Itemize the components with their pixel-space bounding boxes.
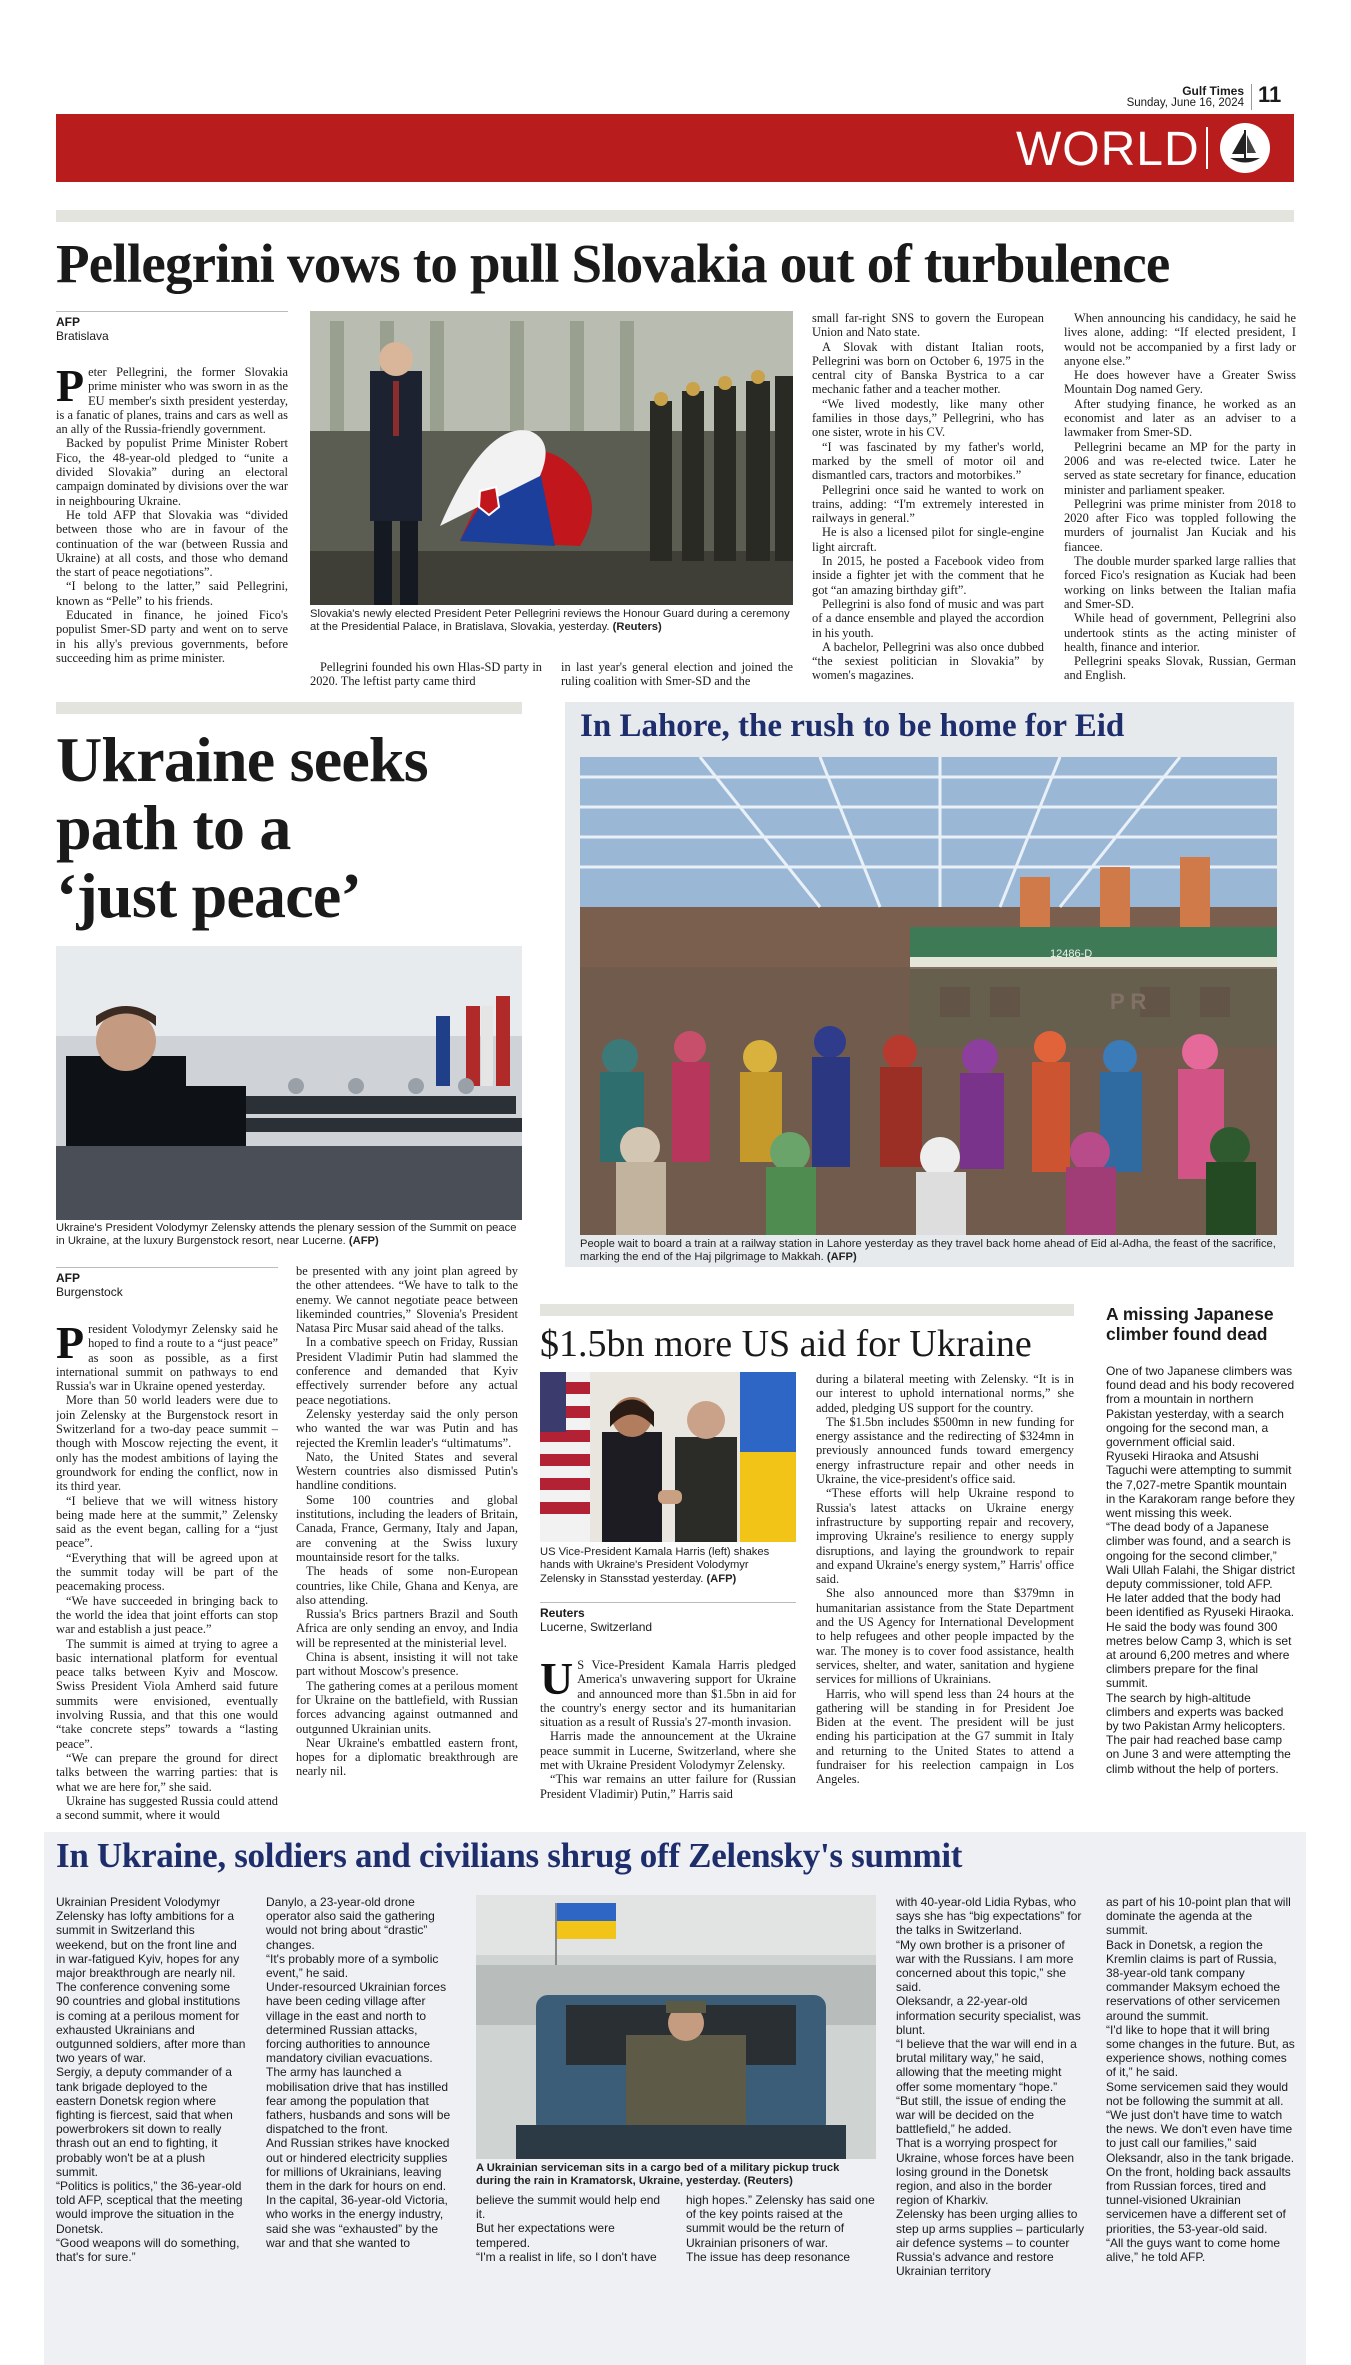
photo-zelensky-summit	[56, 946, 522, 1220]
train-number: 12486-D	[1050, 948, 1093, 960]
byline-agency: AFP	[56, 1271, 80, 1285]
photo-credit: (Reuters)	[743, 2175, 793, 2188]
summit-column-1: Ukrainian President Volodymyr Zelensky has lofty ambitions for a summit in Switzerland this weekend, but on the front line and in war-fatigued Kyiv, hopes for any major breakthrough are nearly nil. The conference convening some 90 countries and global institutions is coming at a perilous moment for exhausted Ukrainians and outgunned soldiers, after more than two years of war. Sergiy, a deputy commander of a tank brigade deployed to the eastern Donetsk region where fighting is fiercest, said that when powerbrokers sit down to really thrash out an end to fighting, it probably won't be at a plush summit. “Politics is politics,” the 36-year-old told AFP, sceptical that the meeting would improve the situation in the Donetsk. “Good weapons will do something, that's for sure.”	[56, 1895, 246, 2265]
summit-column-5: as part of his 10-point plan that will dominate the agenda at the summit. Back in Donetsk, a region the Kremlin claims is part of Russia, 38-year-old tank company commander Maksym echoed the reservations of other servicemen around the summit. “I'd like to hope that it will bring some changes in the future. But, as experience shows, nothing comes of it,” he said. Some servicemen said they would not be following the summit at all. “We just don't have time to watch the news. We don't even have time to just call our families,” said Oleksandr, also in the tank brigade. On the front, holding back assaults from Russian forces, tired and tunnel-visioned Ukrainian servicemen have a different set of priorities, the 53-year-old said. “All the guys want to come home alive,” he told AFP.	[1106, 1895, 1295, 2265]
us-aid-column-1: U S Vice-President Kamala Harris pledged America's unwavering support for Ukraine and announced more than $1.5bn in aid for the country's energy sector and its humanitarian situation as a result of Russia's 27-month invasion. Harris made the announcement at the Ukraine peace summit in Lucerne, Switzerland, where she met with Ukraine President Volodymyr Zelensky. “This war remains an utter failure for (Russian President Vladimir) Putin,” Harris said	[540, 1658, 796, 1801]
byline-agency: Reuters	[540, 1606, 585, 1620]
headline-us-aid: $1.5bn more US aid for Ukraine	[540, 1323, 1032, 1365]
headline-japanese-climber: A missing Japanese climber found dead	[1106, 1304, 1274, 1344]
ukraine-peace-column-1: P resident Volodymyr Zelensky said he hoped to find a route to a “just peace” as soon as possible, as a first international summit on pathways to end Russia's war in Ukraine opened yesterday. More than 50 world leaders were due to join Zelensky at the Burgenstock resort in Switzerland for a two-day peace summit – though with Moscow rejecting the event, it only has the modest ambitions of laying the groundwork for ending the conflict, now in its third year. “I believe that we will witness history being made here at the summit,” Zelensky said as the event began, calling for a “just peace”. “Everything that will be agreed upon at the summit today will be part of the peacemaking process. “We have succeeded in bringing back to the world the idea that joint efforts can stop war and establish a just peace.” The summit is aimed at trying to agree a basic international platform for eventual peace talks between Kyiv and Moscow. Swiss President Viola Amherd said future summits were envisioned, eventually involving Russia, and that this one would “take concrete steps” towards a “lasting peace”. “We can prepare the ground for direct talks between the warring parties: that is what we are here for,” she said. Ukraine has suggested Russia could attend a second summit, where it would	[56, 1322, 278, 1823]
section-title: WORLD	[1016, 123, 1200, 176]
photo-caption-lahore: People wait to board a train at a railway station in Lahore yesterday as they travel back home ahead of Eid al-Adha, the feast of the sacrifice, marking the end of the Haj pilgrimage to Makkah. (AFP)	[580, 1238, 1276, 1264]
photo-caption-harris: US Vice-President Kamala Harris (left) shakes hands with Ukraine's President Volodymyr Zelensky in Stansstad yesterday. (AFP)	[540, 1546, 770, 1585]
dhow-logo-icon	[1218, 121, 1272, 175]
masthead-paper-name: Gulf Times	[1182, 84, 1244, 98]
slovakia-column-3: small far-right SNS to govern the European Union and Nato state. A Slovak with distant Italian roots, Pellegrini was born on October 6, 1975 in the central city of Banska Bystrica to a car mechanic father and a teacher mother. “We lived modestly, like many other families in those days,” Pellegrini, who has one sister, wrote in his CV. “I was fascinated by my father's world, marked by the smell of motor oil and dismantled cars, tractors and motorbikes.” Pellegrini once said he wanted to work on trains, adding: “I'm extremely interested in railways in general.” He is also a licensed pilot for single-engine light aircraft. In 2015, he posted a Facebook video from inside a fighter jet with the comment that he got “an amazing birthday gift”. Pellegrini is also fond of music and was part of a dance ensemble and played the accordion in his youth. A bachelor, Pellegrini was also once dubbed “the sexiest politician in Slovakia” by women's magazines.	[812, 311, 1044, 683]
photo-kramatorsk-serviceman	[476, 1895, 876, 2159]
summit-under-photo-left: believe the summit would help end it. But her expectations were tempered. “I'm a realist in life, so I don't have	[476, 2193, 661, 2264]
slovakia-under-photo-left: Pellegrini founded his own Hlas-SD party in 2020. The leftist party came third	[310, 660, 542, 689]
slovakia-column-1: P eter Pellegrini, the former Slovakia prime minister who was sworn in as the EU member's sixth president yesterday, is a fanatic of planes, trains and cars as well as an ally of the Russia-friendly government. Backed by populist Prime Minister Robert Fico, the 48-year-old pledged to “unite a divided Slovakia” during an electoral campaign dominated by divisions over the war in neighbouring Ukraine. He told AFP that Slovakia was “divided between those who are in favour of the continuation of the war (between Russia and Ukraine) at all costs, and those who demand the start of peace negotiations”. “I belong to the latter,” said Pellegrini, known as “Pelle” to his friends. Educated in finance, he joined Fico's populist Smer-SD party and went on to serve in his ally's previous governments, before succeeding him as prime minister.	[56, 365, 288, 665]
photo-lahore-station	[580, 757, 1277, 1235]
section-banner	[56, 114, 1294, 182]
photo-pellegrini-honour-guard	[310, 311, 793, 605]
headline-lahore: In Lahore, the rush to be home for Eid	[580, 708, 1125, 744]
byline-rule	[56, 311, 288, 312]
photo-caption-kramatorsk: A Ukrainian serviceman sits in a cargo bed of a military pickup truck during the rain in Kramatorsk, Ukraine, yesterday. (Reuters)	[476, 2162, 840, 2188]
dropcap: P	[56, 365, 85, 411]
page-number-divider	[1251, 84, 1252, 110]
photo-caption-slovakia: Slovakia's newly elected President Peter Pellegrini reviews the Honour Guard during a ceremony at the Presidential Palace, in Bratislava, Slovakia, yesterday. (Reuters)	[310, 608, 790, 634]
section-band-left	[56, 702, 522, 714]
section-band	[56, 210, 1294, 222]
photo-credit: (Reuters)	[612, 621, 662, 634]
summit-under-photo-right: high hopes.” Zelensky has said one of the key points raised at the summit would be the return of Ukrainian prisoners of war. The issue has deep resonance	[686, 2193, 875, 2264]
photo-credit: (AFP)	[826, 1251, 857, 1264]
dropcap: U	[540, 1658, 574, 1704]
byline-rule	[56, 1267, 278, 1268]
byline-place: Lucerne, Switzerland	[540, 1620, 653, 1634]
byline-place: Bratislava	[56, 329, 109, 343]
page-number: 11	[1258, 82, 1282, 107]
photo-credit: (AFP)	[706, 1572, 737, 1585]
photo-caption-zelensky: Ukraine's President Volodymyr Zelensky attends the plenary session of the Summit on peace in Ukraine, at the luxury Burgenstock resort, near Lucerne. (AFP)	[56, 1222, 517, 1248]
us-aid-column-2: during a bilateral meeting with Zelensky. “It is in our interest to uphold international norms,” she added, pledging US support for the country. The $1.5bn includes $500mn in new funding for energy assistance and the redirecting of $324mn in previously announced funds toward emergency energy infrastructure repair and other needs in Ukraine, the vice-president's office said. “These efforts will help Ukraine respond to Russia's latest attacks on Ukraine energy infrastructure by supporting repair and recovery, improving Ukraine's resilience to energy supply disruptions, and laying the groundwork to repair and expand Ukraine's energy system,” Harris' office said. She also announced more than $379mn in humanitarian assistance from the State Department and the US Agency for International Development to help refugees and other people impacted by the war. The money is to cover food assistance, health services, shelter, and water, sanitation and hygiene services for millions of Ukrainians. Harris, who will spend less than 24 hours at the gathering will be standing in for President Joe Biden at the event. The president will be just ending his participation at the G7 summit in Italy and returning to the United States to attend a fundraiser for his reelection campaign in Los Angeles.	[816, 1372, 1074, 1787]
section-title-divider	[1206, 127, 1208, 169]
japanese-climber-body: One of two Japanese climbers was found dead and his body recovered from a mountain in northern Pakistan yesterday, with a search ongoing for the second man, a government official said. Ryuseki Hiraoka and Atsushi Taguchi were attempting to summit the 7,027-metre Spantik mountain in the Karakoram range before they went missing this week. “The dead body of a Japanese climber was found, and a search is ongoing for the second climber,” Wali Ullah Falahi, the Shigar district deputy commissioner, told AFP. He later added that the body had been identified as Ryuseki Hiraoka. He said the body was found 300 metres below Camp 3, which is set at around 6,200 metres and where climbers prepare for the final summit. The search by high-altitude climbers and experts was backed by two Pakistan Army helicopters. The pair had reached base camp on June 3 and were attempting the climb without the help of porters.	[1106, 1364, 1295, 1776]
headline-zelensky-summit: In Ukraine, soldiers and civilians shrug off Zelensky's summit	[56, 1836, 963, 1875]
photo-credit: (AFP)	[348, 1235, 379, 1248]
masthead-date: Sunday, June 16, 2024	[1126, 97, 1244, 109]
dropcap: P	[56, 1322, 85, 1368]
slovakia-column-4: When announcing his candidacy, he said he lives alone, adding: “If elected president, I would not be accompanied by a first lady or anyone else.” He does however have a Greater Swiss Mountain Dog named Gery. After studying finance, he worked as an economist and later as an adviser to a lawmaker from Smer-SD. Pellegrini became an MP for the party in 2006 and was re-elected twice. Later he served as state secretary for finance, education minister and parliament speaker. Pellegrini was prime minister from 2018 to 2020 after Fico was toppled following the murders of journalist Jan Kuciak and his fiancee. The double murder sparked large rallies that forced Fico's resignation as Kuciak had been working on links between the Italian mafia and Smer-SD. While head of government, Pellegrini also undertook stints as the acting minister of health, finance and interior. Pellegrini speaks Slovak, Russian, German and English.	[1064, 311, 1296, 683]
section-band-us-aid	[540, 1304, 1074, 1316]
photo-harris-zelensky	[540, 1372, 796, 1542]
ukraine-peace-column-2: be presented with any joint plan agreed by the other attendees. “We have to talk to the enemy. We cannot negotiate peace between likeminded countries,” Slovenia's President Natasa Pirc Musar said ahead of the talks. In a combative speech on Friday, Russian President Vladimir Putin had slammed the conference and demanded that Kyiv effectively surrender before any actual peace negotiations. Zelensky yesterday said the only person who wanted the war was Putin and has rejected the Kremlin leader's “ultimatums”. Nato, the United States and several Western countries also dismissed Putin's handline conditions. Some 100 countries and global institutions, including the leaders of Britain, Canada, France, Germany, Italy and Japan, are convening at the Swiss luxury mountainside resort for the talks. The heads of some non-European countries, like Chile, Ghana and Kenya, are also attending. Russia's Brics partners Brazil and South Africa are only sending an envoy, and India will be represented at the ministerial level. China is absent, insisting it will not take part without Moscow's presence. The gathering comes at a perilous moment for Ukraine on the battlefield, with Russian forces advancing against outmanned and outgunned Ukrainian units. Near Ukraine's embattled eastern front, hopes for a diplomatic breakthrough are nearly nil.	[296, 1264, 518, 1779]
summit-column-2: Danylo, a 23-year-old drone operator also said the gathering would not bring about “drastic” changes. “It's probably more of a symbolic event,” he said. Under-resourced Ukrainian forces have been ceding village after village in the east and north to determined Russian attacks, forcing authorities to announce mandatory civilian evacuations. The army has launched a mobilisation drive that has instilled fear among the population that fathers, husbands and sons will be dispatched to the front. And Russian strikes have knocked out or hindered electricity supplies for millions of Ukrainians, leaving them in the dark for hours on end. In the capital, 36-year-old Victoria, who works in the energy industry, said she was “exhausted” by the war and that she wanted to	[266, 1895, 451, 2250]
headline-slovakia: Pellegrini vows to pull Slovakia out of turbulence	[56, 233, 1170, 294]
summit-column-4: with 40-year-old Lidia Rybas, who says she has “big expectations” for the talks in Switzerland. “My own brother is a prisoner of war with the Russians. I am more concerned about this topic,” she said. Oleksandr, a 22-year-old information security specialist, was blunt. “I believe that the war will end in a brutal military way,” he said, allowing that the meeting might offer some momentary “hope.” “But still, the issue of ending the war will be decided on the battlefield,” he added. That is a worrying prospect for Ukraine, whose forces have been losing ground in the Donetsk region, and also in the border region of Kharkiv. Zelensky has been urging allies to step up arms supplies – particularly air defence systems – to counter Russia's advance and restore Ukrainian territory	[896, 1895, 1085, 2279]
byline-agency: AFP	[56, 315, 80, 329]
byline-rule	[540, 1602, 796, 1603]
slovakia-under-photo-right: in last year's general election and joined the ruling coalition with Smer-SD and the	[561, 660, 793, 689]
headline-ukraine-peace: Ukraine seeks path to a ‘just peace’	[56, 724, 428, 931]
byline-place: Burgenstock	[56, 1285, 123, 1299]
